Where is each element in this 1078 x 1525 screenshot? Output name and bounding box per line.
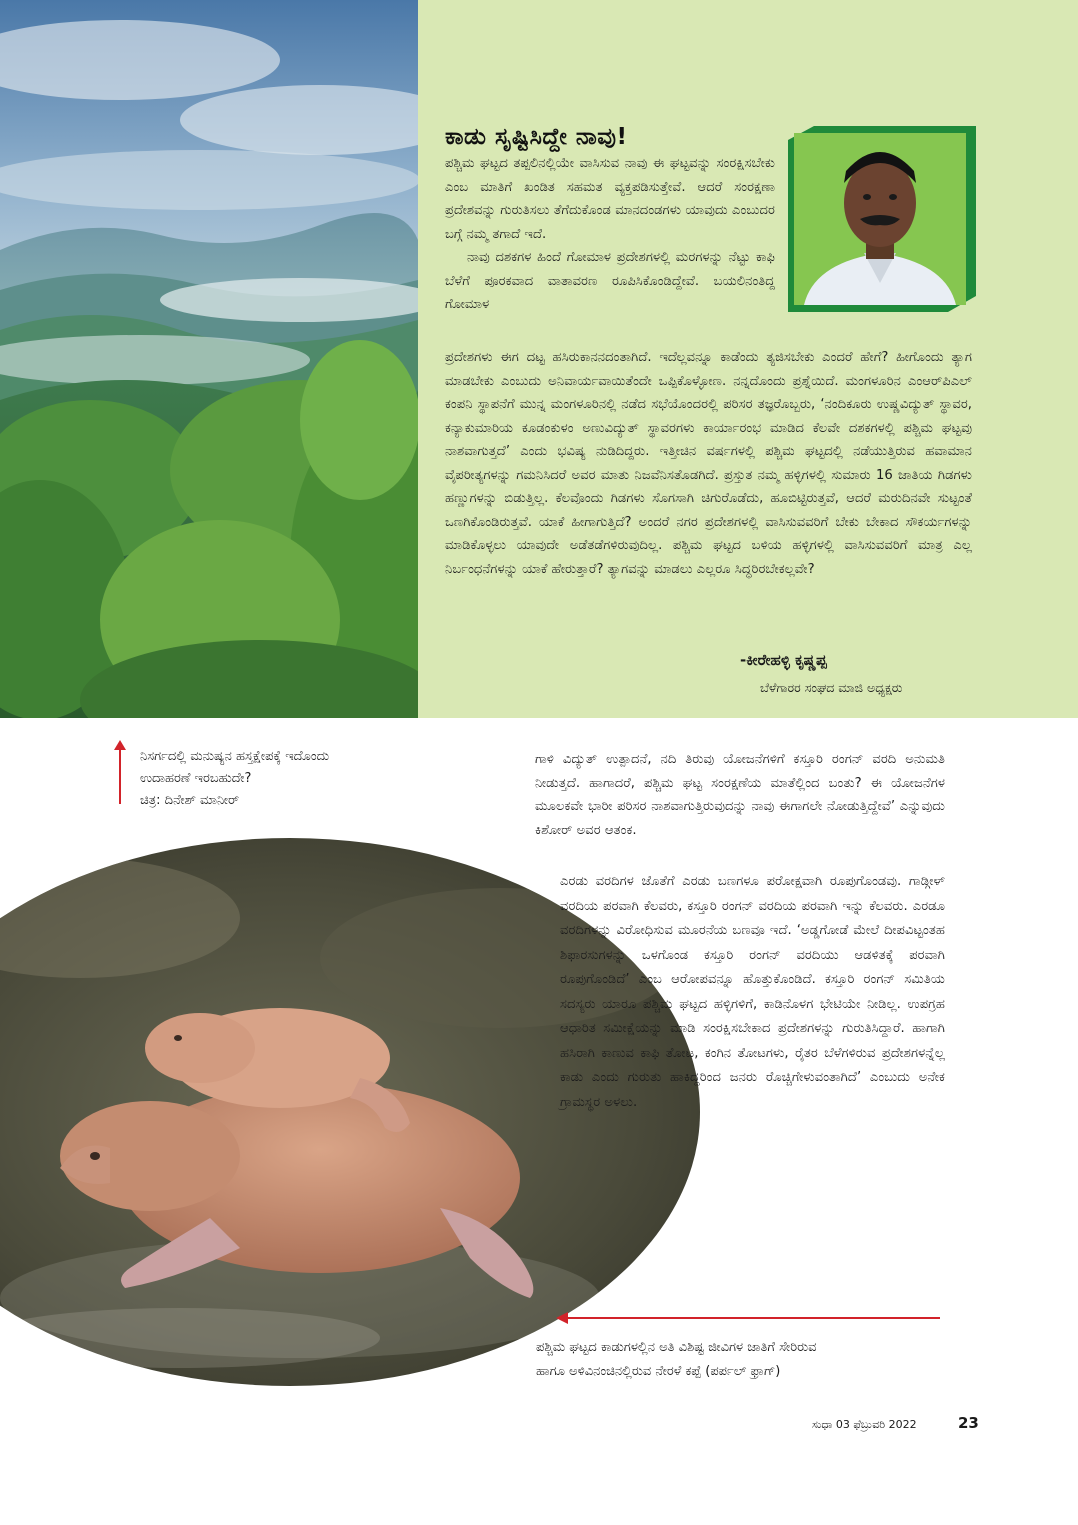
sidebar-paragraph-2a: ನಾವು ದಶಕಗಳ ಹಿಂದೆ ಗೋಮಾಳ ಪ್ರದೇಶಗಳಲ್ಲಿ ಮರಗಳನ್ನು ನೆಟ್ಟು ಕಾಫಿ ಬೆಳೆಗೆ ಪೂರಕವಾದ ವಾತಾವರಣ ರೂಪಿಸಿಕೊಂಡಿದ್ದೇವೆ. ಬಯಲಿನಂತಿದ್ದ ಗೋಮಾಳ [445, 250, 775, 312]
sidebar-paragraph-2b: ಪ್ರದೇಶಗಳು ಈಗ ದಟ್ಟ ಹಸಿರುಕಾನನದಂತಾಗಿದೆ. ಇದೆಲ್ಲವನ್ನೂ ಕಾಡೆಂದು ತ್ಯಜಿಸಬೇಕು ಎಂದರೆ ಹೇಗೆ? ಹೀಗೊಂದು ತ್ಯಾಗ ಮಾಡಬೇಕು ಎಂಬುದು ಅನಿವಾರ್ಯವಾಯಿತೆಂದೇ ಒಪ್ಪಿಕೊಳ್ಳೋಣ. ನನ್ನದೊಂದು ಪ್ರಶ್ನೆಯಿದೆ. ಮಂಗಳೂರಿನ ಎಂಆರ್‌ಪಿಎಲ್ ಕಂಪನಿ ಸ್ಥಾಪನೆಗೆ ಮುನ್ನ ಮಂಗಳೂರಿನಲ್ಲಿ ನಡೆದ ಸಭೆಯೊಂದರಲ್ಲಿ ಪರಿಸರ ತಜ್ಞರೊಬ್ಬರು, ‘ನಂದಿಕೂರು ಉಷ್ಣವಿದ್ಯುತ್ ಸ್ಥಾವರ, ಕನ್ಯಾಕುಮಾರಿಯ ಕೂಡಂಕುಳಂ ಅಣುವಿದ್ಯುತ್ ಸ್ಥಾವರಗಳು ಕಾರ್ಯಾರಂಭ ಮಾಡಿದ ಕೆಲವೇ ದಶಕಗಳಲ್ಲಿ ಪಶ್ಚಿಮ ಘಟ್ಟವು ನಾಶವಾಗುತ್ತದೆ’ ಎಂದು ಭವಿಷ್ಯ ನುಡಿದಿದ್ದರು. ಇತ್ತೀಚಿನ ವರ್ಷಗಳಲ್ಲಿ ಪಶ್ಚಿಮ ಘಟ್ಟದಲ್ಲಿ ನಡೆಯುತ್ತಿರುವ ಹವಾಮಾನ ವೈಪರೀತ್ಯಗಳನ್ನು ಗಮನಿಸಿದರೆ ಅವರ ಮಾತು ನಿಜವೆನಿಸತೊಡಗಿದೆ. ಪ್ರಸ್ತುತ ನಮ್ಮ ಹಳ್ಳಿಗಳಲ್ಲಿ ಸುಮಾರು 16 ಜಾತಿಯ ಗಿಡಗಳು ಹಣ್ಣುಗಳನ್ನು ಬಿಡುತ್ತಿಲ್ಲ. ಕೆಲವೊಂದು ಗಿಡಗಳು ಸೊಗಸಾಗಿ ಚಿಗುರೊಡೆದು, ಹೂಬಿಟ್ಟಿರುತ್ತವೆ, ಆದರೆ ಮರುದಿನವೇ ಸುಟ್ಟಂತೆ ಒಣಗಿಕೊಂಡಿರುತ್ತವೆ. ಯಾಕೆ ಹೀಗಾಗುತ್ತಿದೆ? ಅಂದರೆ ನಗರ ಪ್ರದೇಶಗಳಲ್ಲಿ ವಾಸಿಸುವವರಿಗೆ ಬೇಕು ಬೇಕಾದ ಸೌಕರ್ಯಗಳನ್ನು ಮಾಡಿಕೊಳ್ಳಲು ಯಾವುದೇ ಅಡೆತಡೆಗಳಿರುವುದಿಲ್ಲ. ಪಶ್ಚಿಮ ಘಟ್ಟದ ಬಳಿಯ ಹಳ್ಳಿಗಳಲ್ಲಿ ವಾಸಿಸುವವರಿಗೆ ಮಾತ್ರ ಎಲ್ಲ ನಿರ್ಬಂಧನೆಗಳನ್ನು ಯಾಕೆ ಹೇರುತ್ತಾರೆ? ತ್ಯಾಗವನ್ನು ಮಾಡಲು ಎಲ್ಲರೂ ಸಿದ್ಧರಿರಬೇಕಲ್ಲವೇ? [445, 350, 972, 577]
caption-line: ಉದಾಹರಣೆ ಇರಬಹುದೇ? [140, 771, 252, 786]
article-text-top: ಗಾಳಿ ವಿದ್ಯುತ್ ಉತ್ಪಾದನೆ, ನದಿ ತಿರುವು ಯೋಜನೆಗಳಿಗೆ ಕಸ್ತೂರಿ ರಂಗನ್ ವರದಿ ಅನುಮತಿ ನೀಡುತ್ತದೆ. ಹಾಗಾದರೆ, ಪಶ್ಚಿಮ ಘಟ್ಟ ಸಂರಕ್ಷಣೆಯ ಮಾತೆಲ್ಲಿಂದ ಬಂತು? ಈ ಯೋಜನೆಗಳ ಮೂಲಕವೇ ಭಾರೀ ಪರಿಸರ ನಾಶವಾಗುತ್ತಿರುವುದನ್ನು ನಾವು ಈಗಾಗಲೇ ನೋಡುತ್ತಿದ್ದೇವೆ’ ಎನ್ನುವುದು ಕಿಶೋರ್ ಅವರ ಆತಂಕ. [535, 752, 945, 838]
arrow-up-line [119, 746, 121, 804]
author-role: ಬೆಳೆಗಾರರ ಸಂಘದ ಮಾಜಿ ಅಧ್ಯಕ್ಷರು [760, 680, 903, 695]
caption-line: ಪಶ್ಚಿಮ ಘಟ್ಟದ ಕಾಡುಗಳಲ್ಲಿನ ಅತಿ ವಿಶಿಷ್ಟ ಜೀವಿಗಳ ಜಾತಿಗೆ ಸೇರಿರುವ [536, 1340, 817, 1355]
caption-line: ನಿಸರ್ಗದಲ್ಲಿ ಮನುಷ್ಯನ ಹಸ್ತಕ್ಷೇಪಕ್ಕೆ ಇದೊಂದು [140, 749, 330, 764]
sidebar-paragraph-1: ಪಶ್ಚಿಮ ಘಟ್ಟದ ತಪ್ಪಲಿನಲ್ಲಿಯೇ ವಾಸಿಸುವ ನಾವು ಈ ಘಟ್ಟವನ್ನು ಸಂರಕ್ಷಿಸಬೇಕು ಎಂಬ ಮಾತಿಗೆ ಖಂಡಿತ ಸಹಮತ ವ್ಯಕ್ತಪಡಿಸುತ್ತೇವೆ. ಆದರೆ ಸಂರಕ್ಷಣಾ ಪ್ರದೇಶವನ್ನು ಗುರುತಿಸಲು ತೆಗೆದುಕೊಂಡ ಮಾನದಂಡಗಳು ಯಾವುದು ಎಂಬುದರ ಬಗ್ಗೆ ನಮ್ಮ ತಗಾದೆ ಇದೆ. [445, 156, 775, 242]
author-portrait [794, 133, 966, 305]
article-text-body: ಎರಡು ವರದಿಗಳ ಜೊತೆಗೆ ಎರಡು ಬಣಗಳೂ ಪರೋಕ್ಷವಾಗಿ ರೂಪುಗೊಂಡವು. ಗಾಡ್ಗೀಳ್ ವರದಿಯ ಪರವಾಗಿ ಕೆಲವರು, ಕಸ್ತೂರಿ ರಂಗನ್ ವರದಿಯ ಪರವಾಗಿ ಇನ್ನು ಕೆಲವರು. ಎರಡೂ ವರದಿಗಳನ್ನು ವಿರೋಧಿಸುವ ಮೂರನೆಯ ಬಣವೂ ಇದೆ. ‘ಅಡ್ಡಗೋಡೆ ಮೇಲೆ ದೀಪವಿಟ್ಟಂತಹ ಶಿಫಾರಸುಗಳನ್ನು ಒಳಗೊಂಡ ಕಸ್ತೂರಿ ರಂಗನ್ ವರದಿಯು ಆಡಳಿತಕ್ಕೆ ಪರವಾಗಿ ರೂಪುಗೊಂಡಿದೆ’ ಎಂಬ ಆರೋಪವನ್ನೂ ಹೊತ್ತುಕೊಂಡಿದೆ. ಕಸ್ತೂರಿ ರಂಗನ್ ಸಮಿತಿಯ ಸದಸ್ಯರು ಯಾರೂ ಪಶ್ಚಿಮ ಘಟ್ಟದ ಹಳ್ಳಿಗಳಿಗೆ, ಕಾಡಿನೊಳಗ ಭೇಟಿಯೇ ನೀಡಿಲ್ಲ. ಉಪಗ್ರಹ ಆಧಾರಿತ ಸಮೀಕ್ಷೆಯನ್ನು ಮಾಡಿ ಸಂರಕ್ಷಿಸಬೇಕಾದ ಪ್ರದೇಶಗಳನ್ನು ಗುರುತಿಸಿದ್ದಾರೆ. ಹಾಗಾಗಿ ಹಸಿರಾಗಿ ಕಾಣುವ ಕಾಫಿ ತೋಟ, ಕಂಗಿನ ತೋಟಗಳು, ರೈತರ ಬೆಳೆಗಳಿರುವ ಪ್ರದೇಶಗಳನ್ನೆಲ್ಲ ಕಾಡು ಎಂದು ಗುರುತು ಹಾಕಿದ್ದರಿಂದ ಜನರು ರೊಚ್ಚಿಗೇಳುವಂತಾಗಿದೆ’ ಎಂಬುದು ಅನೇಕ ಗ್ರಾಮಸ್ಥರ ಅಳಲು. [560, 874, 945, 1110]
author-name: -ಕೀರೇಹಳ್ಳಿ ಕೃಷ್ಣಪ್ಪ [740, 651, 827, 669]
photo-caption-bottom [536, 1336, 956, 1384]
landscape-photo [0, 0, 418, 718]
page-number: 23 [958, 1414, 979, 1432]
sidebar-title: ಕಾಡು ಸೃಷ್ಟಿಸಿದ್ದೇ ನಾವು! [445, 124, 628, 150]
photo-caption-top [140, 746, 430, 812]
arrow-left-line [568, 1317, 940, 1319]
photo-credit: ಚಿತ್ರ: ದಿನೇಶ್ ಮಾನೀರ್ [140, 793, 240, 808]
arrow-left-icon [556, 1312, 568, 1324]
caption-line: ಹಾಗೂ ಅಳಿವಿನಂಚಿನಲ್ಲಿರುವ ನೇರಳೆ ಕಪ್ಪೆ (ಪರ್ಪಲ್ ಫ್ರಾಗ್) [536, 1364, 781, 1379]
page-footer: ಸುಧಾ 03 ಫೆಬ್ರುವರಿ 2022 [812, 1418, 917, 1431]
sidebar-text-column [445, 152, 775, 317]
